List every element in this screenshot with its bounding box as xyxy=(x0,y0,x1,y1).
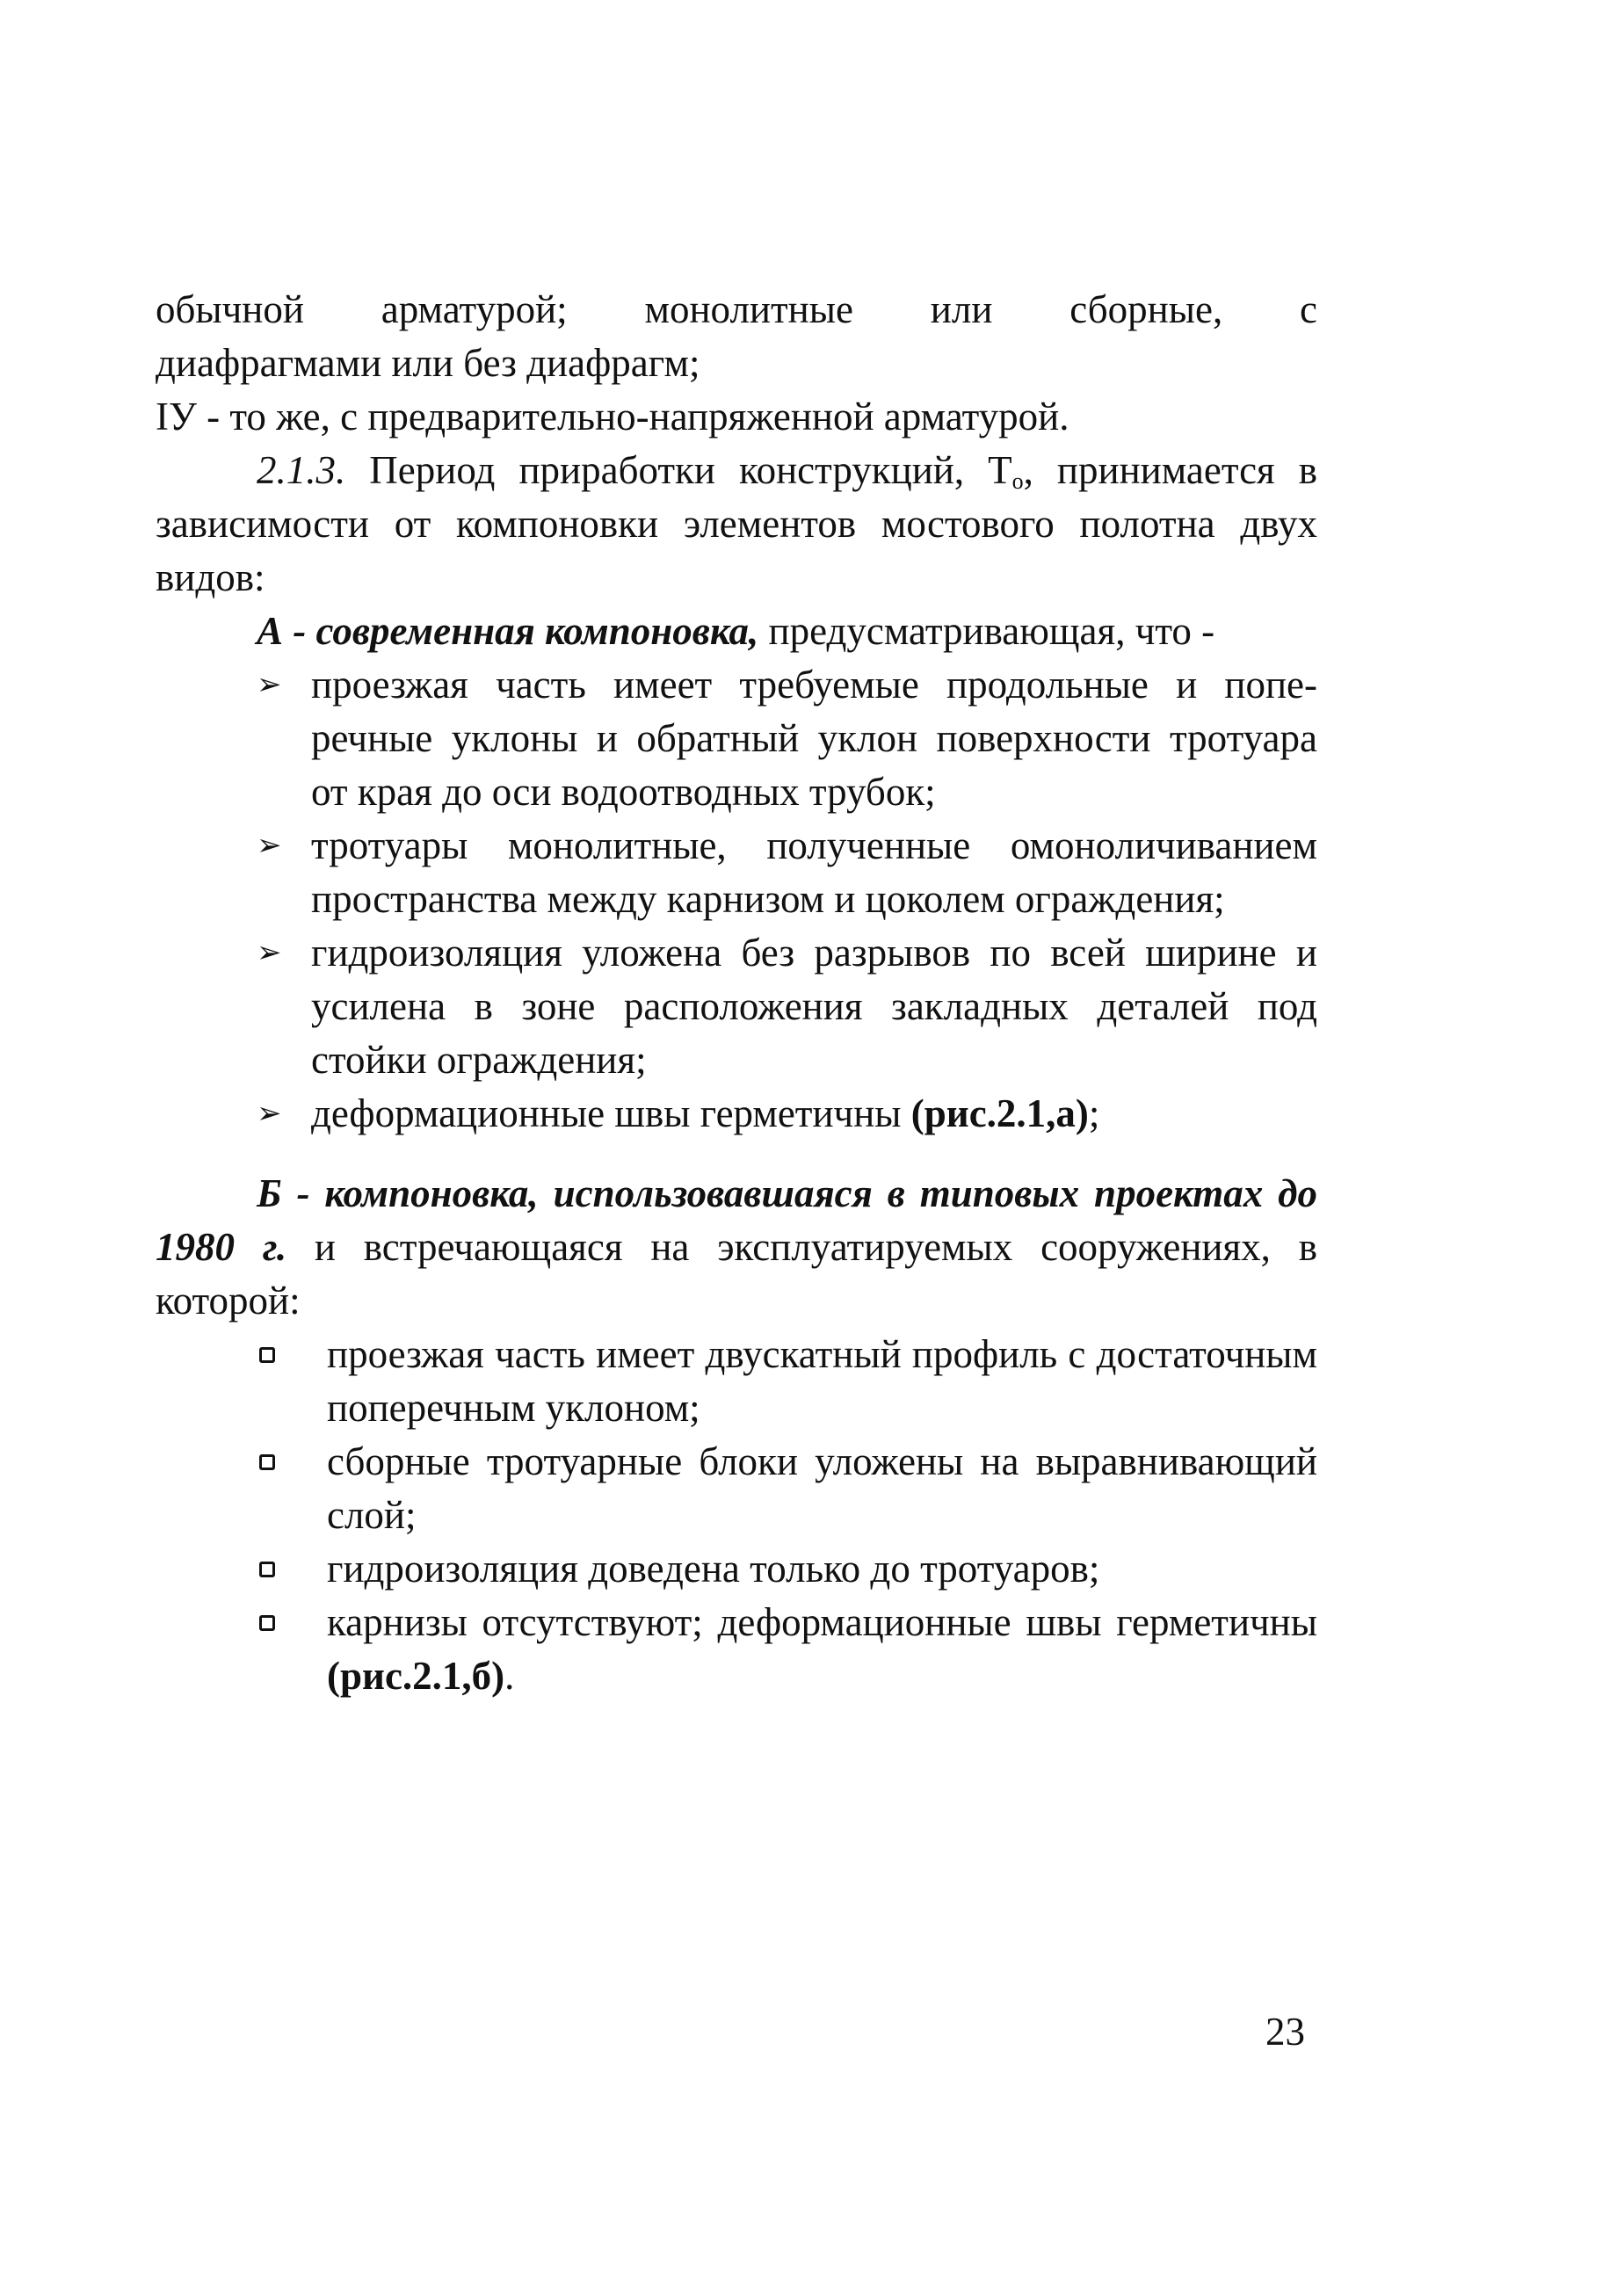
arrow-bullet-icon: ➢ xyxy=(257,828,282,863)
section-line-2: зависимости от компоновки элементов мостового полотна двух xyxy=(156,502,1317,546)
arrow-bullet-icon: ➢ xyxy=(257,1096,282,1131)
square-bullet-icon xyxy=(259,1562,275,1577)
variant-b-item-4 xyxy=(156,1596,1317,1703)
section-line-3: видов: xyxy=(156,555,265,599)
variant-a-heading xyxy=(156,605,1317,658)
square-bullet-icon xyxy=(259,1615,275,1631)
square-bullet-icon xyxy=(259,1454,275,1470)
square-bullet-icon xyxy=(259,1347,275,1363)
list-item-line: проезжая часть имеет двускатный профиль с достаточным xyxy=(327,1332,1317,1376)
list-item-line xyxy=(327,1649,1317,1703)
section-line-1 xyxy=(156,444,1317,497)
list-item-line: проезжая часть имеет требуемые продольные и попе- xyxy=(311,663,1317,707)
arrow-bullet-icon: ➢ xyxy=(257,935,282,970)
figure-reference: (рис.2.1,б) xyxy=(327,1654,505,1698)
page-number: 23 xyxy=(1265,2010,1305,2054)
variant-b-item-3 xyxy=(156,1542,1317,1596)
section-subscript: о xyxy=(1011,468,1024,494)
variant-b-heading xyxy=(156,1167,1317,1221)
variant-a-title-rest: предусматривающая, что - xyxy=(758,609,1215,653)
variant-b-title: Б - компоновка, использовавшаяся в типовых проектах до xyxy=(257,1171,1317,1215)
list-item-line: слой; xyxy=(327,1493,417,1537)
intro-line-2: диафрагмами или без диафрагм; xyxy=(156,341,700,385)
list-item-line xyxy=(311,1087,1317,1141)
body-text xyxy=(156,283,1317,1703)
section-number: 2.1.3. xyxy=(257,448,346,492)
variant-b-item-2 xyxy=(156,1435,1317,1542)
arrow-bullet-icon: ➢ xyxy=(257,667,282,702)
section-text-a: Период приработки конструкций, Т xyxy=(369,448,1012,492)
list-item-line: гидроизоляция уложена без разрывов по всей ширине и xyxy=(311,931,1317,975)
item-tail: ; xyxy=(1088,1091,1100,1135)
variant-a-item-4 xyxy=(156,1087,1317,1141)
list-item-line: поперечным уклоном; xyxy=(327,1386,700,1430)
section-text-b: , принимается в xyxy=(1023,448,1317,492)
variant-b-year: 1980 г. xyxy=(156,1225,287,1269)
variant-a-item-3 xyxy=(156,926,1317,1087)
variant-b-line-2 xyxy=(156,1221,1317,1274)
list-item-line: усилена в зоне расположения закладных деталей под xyxy=(311,984,1317,1028)
list-item-line: речные уклоны и обратный уклон поверхности тротуара xyxy=(311,716,1317,760)
paragraph-gap xyxy=(156,1141,1317,1167)
list-item-line: стойки ограждения; xyxy=(311,1038,647,1082)
variant-a-item-2 xyxy=(156,819,1317,926)
list-item-line: пространства между карнизом и цоколем ограждения; xyxy=(311,877,1225,921)
figure-reference: (рис.2.1,а) xyxy=(910,1091,1089,1135)
list-item-line: сборные тротуарные блоки уложены на выравнивающий xyxy=(327,1439,1317,1483)
variant-b-line-2-rest: и встречающаяся на эксплуатируемых сооружениях, в xyxy=(286,1225,1317,1269)
list-item-line: от края до оси водоотводных трубок; xyxy=(311,770,936,814)
variant-b-item-1 xyxy=(156,1328,1317,1435)
variant-b-line-3: которой: xyxy=(156,1279,301,1323)
list-item-line: гидроизоляция доведена только до тротуаров; xyxy=(327,1547,1100,1591)
list-item-line: тротуары монолитные, полученные омоноличиванием xyxy=(311,823,1317,867)
intro-line-3: IУ - то же, с предварительно-напряженной арматурой. xyxy=(156,395,1069,438)
variant-a-title: А - современная компоновка, xyxy=(257,609,759,653)
list-item-line: карнизы отсутствуют; деформационные швы герметичны xyxy=(327,1600,1317,1644)
item-text: деформационные швы герметичны xyxy=(311,1091,911,1135)
item-tail: . xyxy=(504,1654,515,1698)
intro-line-1: обычной арматурой; монолитные или сборные, с xyxy=(156,287,1317,331)
variant-a-item-1 xyxy=(156,658,1317,819)
